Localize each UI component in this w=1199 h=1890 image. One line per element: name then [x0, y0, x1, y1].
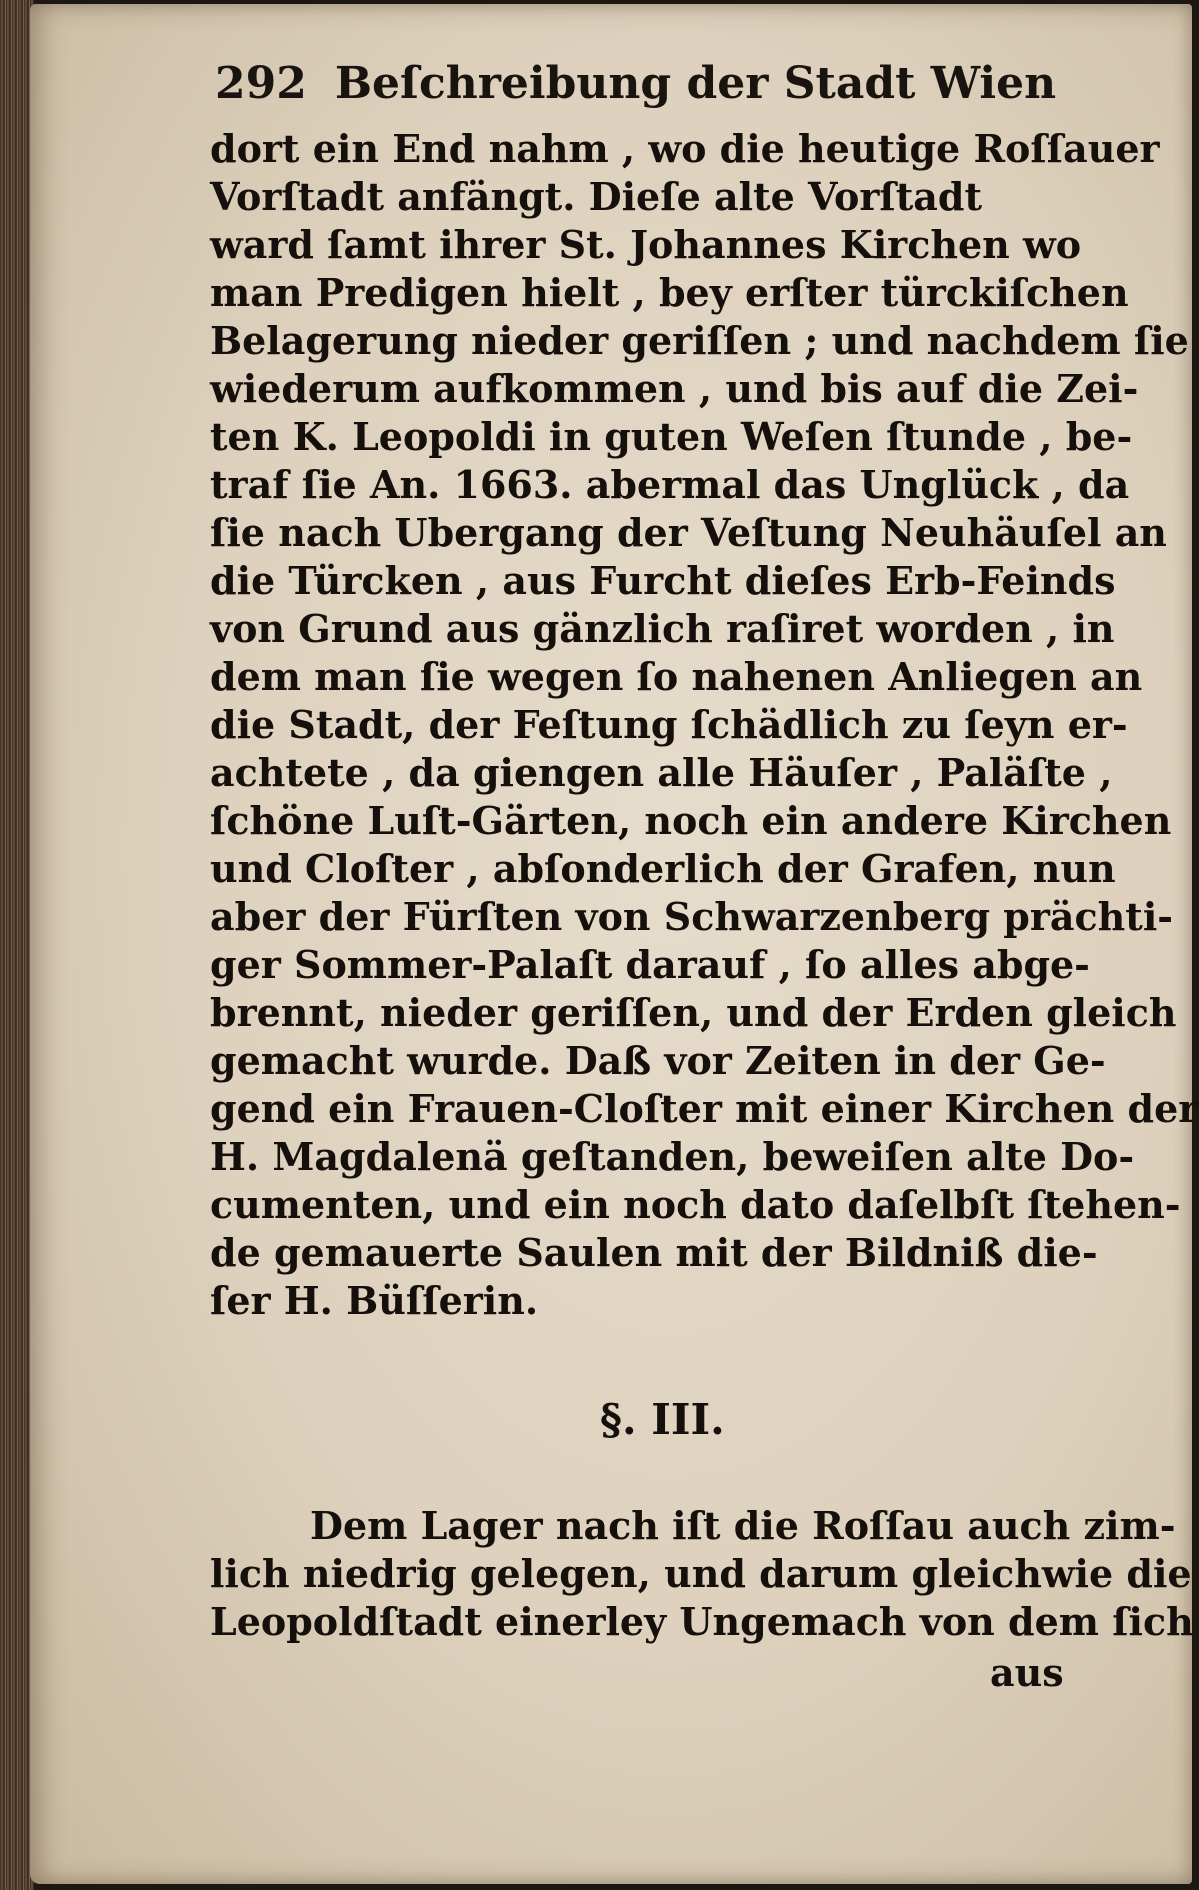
text-line: wiederum aufkommen , und bis auf die Zei- [210, 366, 1139, 411]
text-line: traf ſie An. 1663. abermal das Unglück , da [210, 462, 1130, 507]
catchword: aus [990, 1650, 1064, 1695]
text-line: brennt, nieder geriſſen, und der Erden gleich [210, 990, 1177, 1035]
text-line: gend ein Frauen-Cloſter mit einer Kirchen der [210, 1086, 1199, 1131]
text-line: gemacht wurde. Daß vor Zeiten in der Ge- [210, 1038, 1106, 1083]
text-line: Dem Lager nach iſt die Roſſau auch zim- [310, 1503, 1176, 1548]
text-line: die Stadt, der Feſtung ſchädlich zu ſeyn er- [210, 702, 1128, 747]
text-line: ſer H. Büſſerin. [210, 1278, 539, 1323]
text-line: die Türcken , aus Furcht dieſes Erb-Feinds [210, 558, 1116, 603]
running-title: Beſchreibung der Stadt Wien [334, 58, 1057, 109]
section-text-block [210, 1500, 1194, 1644]
text-line: ſie nach Ubergang der Veſtung Neuhäuſel an [210, 510, 1167, 555]
page-number: 292 [215, 58, 307, 109]
text-line: achtete , da giengen alle Häuſer , Paläſte , [210, 750, 1113, 795]
text-line: Vorſtadt anfängt. Dieſe alte Vorſtadt [210, 174, 983, 219]
text-line: aber der Fürſten von Schwarzenberg prächti- [210, 894, 1174, 939]
text-line: dem man ſie wegen ſo nahenen Anliegen an [210, 654, 1143, 699]
text-line: cumenten, und ein noch dato daſelbſt ſtehen- [210, 1182, 1181, 1227]
section-heading: §. III. [600, 1395, 725, 1444]
running-header [215, 58, 1057, 109]
text-line: ſchöne Luſt-Gärten, noch ein andere Kirchen [210, 798, 1172, 843]
text-line: und Cloſter , abſonderlich der Grafen, nun [210, 846, 1116, 891]
text-line: ward ſamt ihrer St. Johannes Kirchen wo [210, 222, 1082, 267]
page-edges [0, 0, 34, 1890]
main-text-block [210, 125, 1199, 1325]
text-line: dort ein End nahm , wo die heutige Roſſauer [210, 126, 1160, 171]
text-line: H. Magdalenä geſtanden, beweiſen alte Do- [210, 1134, 1135, 1179]
text-line: lich niedrig gelegen, und darum gleichwie die [210, 1551, 1192, 1596]
text-line: von Grund aus gänzlich raſiret worden , in [210, 606, 1115, 651]
text-line: ten K. Leopoldi in guten Weſen ſtunde , be- [210, 414, 1133, 459]
text-line: man Predigen hielt , bey erſter türckiſchen [210, 270, 1129, 315]
text-line: Belagerung nieder geriſſen ; und nachdem ſie [210, 318, 1189, 363]
text-line: Leopoldſtadt einerley Ungemach von dem ſich [210, 1599, 1194, 1644]
text-line: ger Sommer-Palaſt darauf , ſo alles abge- [210, 942, 1090, 987]
text-line: de gemauerte Saulen mit der Bildniß die- [210, 1230, 1098, 1275]
